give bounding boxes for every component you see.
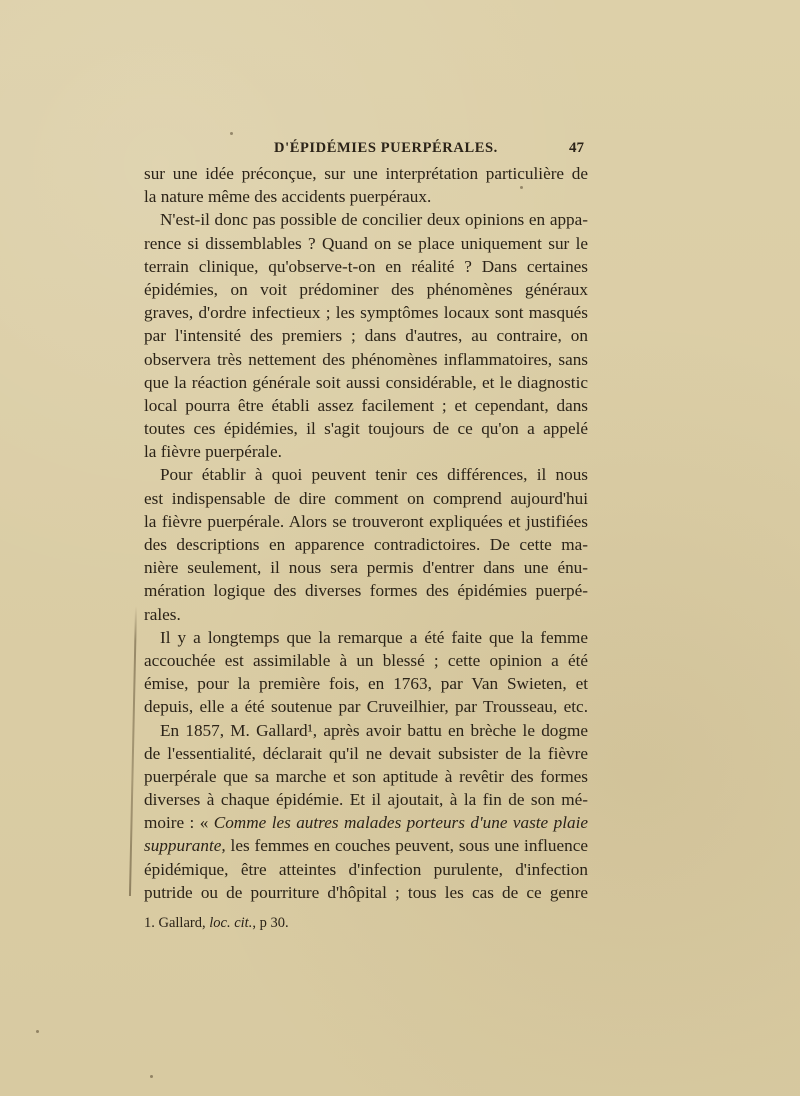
- running-head: [144, 140, 584, 162]
- text-line: terrain clinique, qu'observe-t-on en réalité ? Dans certaines: [144, 256, 588, 276]
- text-line: que la réaction générale soit aussi considérable, et le diagnostic: [144, 372, 588, 392]
- text-line: épidémies, on voit prédominer des phénomènes généraux: [144, 279, 588, 299]
- page-number: 47: [569, 140, 584, 156]
- text-line: depuis, elle a été soutenue par Cruveilhier, par Trousseau, etc.: [144, 697, 588, 717]
- text-line: par l'intensité des premiers ; dans d'autres, au contraire, on: [144, 326, 588, 346]
- quote-italic-cont: suppurante,: [144, 836, 226, 856]
- running-title: D'ÉPIDÉMIES PUERPÉRALES.: [274, 140, 498, 156]
- margin-pencil-mark: [129, 606, 137, 896]
- text-line: graves, d'ordre infectieux ; les symptômes locaux sont masqués: [144, 303, 588, 323]
- text-line: accouchée est assimilable à un blessé ; cette opinion a été: [144, 650, 588, 670]
- footnote-label: 1. Gallard,: [144, 915, 210, 931]
- text-line: mération logique des diverses formes des épidémies puerpé-: [144, 581, 588, 601]
- paper-speck: [230, 132, 233, 135]
- footnote-rest: , p 30.: [252, 915, 289, 931]
- text-line: sur une idée préconçue, sur une interprétation particulière de: [144, 164, 588, 183]
- text-line: est indispensable de dire comment on comprend aujourd'hui: [144, 488, 588, 508]
- text-line: épidémique, être atteintes d'infection purulente, d'infection: [144, 859, 588, 879]
- text-line: puerpérale que sa marche et son aptitude à revêtir des formes: [144, 766, 588, 786]
- text-line: N'est-il donc pas possible de concilier deux opinions en appa-: [160, 210, 588, 230]
- quote-rest: les femmes en couches peuvent, sous une influence: [225, 836, 588, 856]
- paper-speck: [36, 1030, 39, 1033]
- text-line: la fièvre puerpérale.: [144, 442, 282, 462]
- footnote-italic: loc. cit.: [209, 915, 253, 931]
- text-line: nière seulement, il nous sera permis d'entrer dans une énu-: [144, 558, 588, 578]
- paper-speck: [150, 1075, 153, 1078]
- footnote: [144, 913, 584, 933]
- quote-prefix: moire : «: [144, 813, 214, 833]
- text-line: diverses à chaque épidémie. Et il ajoutait, à la fin de son mé-: [144, 790, 588, 810]
- text-line: des descriptions en apparence contradictoires. De cette ma-: [144, 535, 588, 554]
- text-line: émise, pour la première fois, en 1763, par Van Swieten, et: [144, 674, 588, 694]
- text-line: rence si dissemblables ? Quand on se place uniquement sur le: [144, 233, 588, 253]
- text-line: putride ou de pourriture d'hôpital ; tous les cas de ce genre: [144, 882, 588, 902]
- text-line: En 1857, M. Gallard¹, après avoir battu en brèche le dogme: [160, 720, 588, 740]
- text-line: la nature même des accidents puerpéraux.: [144, 187, 432, 207]
- text-line: Pour établir à quoi peuvent tenir ces différences, il nous: [160, 465, 588, 485]
- text-line-quote-cont: [144, 834, 588, 857]
- text-line: observera très nettement des phénomènes inflammatoires, sans: [144, 349, 588, 369]
- body-text: [144, 162, 588, 904]
- text-line: Il y a longtemps que la remarque a été faite que la femme: [160, 627, 588, 647]
- text-line: rales.: [144, 604, 181, 624]
- quote-italic: Comme les autres malades porteurs d'une vaste plaie: [213, 813, 588, 833]
- text-line: de l'essentialité, déclarait qu'il ne devait subsister de la fièvre: [144, 743, 588, 763]
- text-line-quote-start: [144, 811, 588, 834]
- text-line: local pourra être établi assez facilement ; et cependant, dans: [144, 395, 588, 415]
- text-line: toutes ces épidémies, il s'agit toujours de ce qu'on a appelé: [144, 419, 588, 439]
- paper-speck: [520, 186, 523, 189]
- text-line: la fièvre puerpérale. Alors se trouveront expliquées et justifiées: [144, 511, 588, 531]
